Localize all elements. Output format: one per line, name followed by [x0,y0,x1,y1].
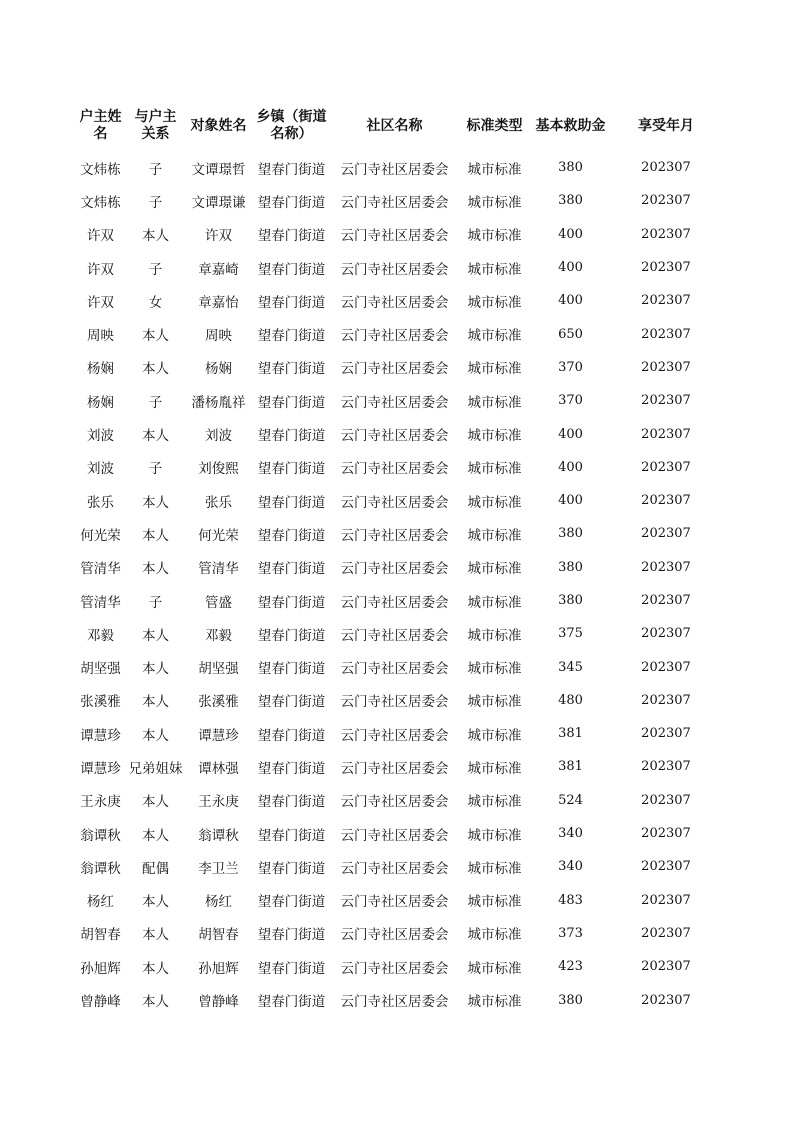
allowance-cell: 483 [558,892,583,908]
table-row [73,317,720,350]
street-cell: 望春门街道 [257,860,326,877]
allowance-cell: 345 [558,659,583,675]
street-cell: 望春门街道 [257,261,326,278]
allowance-cell: 650 [558,326,583,342]
street-cell: 望春门街道 [257,827,326,844]
table-row [73,950,720,983]
householder-name-cell: 何光荣 [80,527,121,544]
community-cell: 云门寺社区居委会 [340,661,449,678]
benefit-month-cell: 202307 [641,759,691,775]
street-cell: 望春门街道 [257,627,326,644]
standard-type-cell: 城市标准 [467,994,522,1011]
householder-name-cell: 杨娴 [87,361,114,378]
community-cell: 云门寺社区居委会 [340,627,449,644]
standard-type-cell: 城市标准 [467,561,522,578]
allowance-cell: 370 [558,359,583,375]
householder-name-cell: 文炜栋 [80,161,121,178]
allowance-cell: 400 [558,226,583,242]
recipient-name-cell: 孙旭辉 [198,960,239,977]
allowance-cell: 340 [558,826,583,842]
allowance-cell: 400 [558,459,583,475]
street-cell: 望春门街道 [257,794,326,811]
relation-cell: 本人 [142,994,169,1011]
standard-type-cell: 城市标准 [467,727,522,744]
standard-type-cell: 城市标准 [467,894,522,911]
standard-type-cell: 城市标准 [467,827,522,844]
table-row [73,917,720,950]
community-cell: 云门寺社区居委会 [340,194,449,211]
recipient-name-cell: 杨红 [205,894,232,911]
relation-cell: 配偶 [142,860,169,877]
benefit-month-cell: 202307 [641,260,691,276]
table-row [73,817,720,850]
recipient-name-cell: 章嘉怡 [198,294,239,311]
benefit-month-cell: 202307 [641,459,691,475]
householder-name-cell: 曾静峰 [80,994,121,1011]
header-recipient-name: 对象姓名 [190,117,247,134]
householder-name-cell: 胡坚强 [80,661,121,678]
benefit-month-cell: 202307 [641,393,691,409]
householder-name-cell: 管清华 [80,561,121,578]
table-row [73,684,720,717]
relation-cell: 本人 [142,661,169,678]
header-community-name: 社区名称 [366,117,423,134]
community-cell: 云门寺社区居委会 [340,161,449,178]
table-row [73,983,720,1016]
standard-type-cell: 城市标准 [467,927,522,944]
householder-name-cell: 周映 [87,328,114,345]
benefit-month-cell: 202307 [641,226,691,242]
community-cell: 云门寺社区居委会 [340,694,449,711]
allowance-cell: 480 [558,692,583,708]
table-row [73,484,720,517]
community-cell: 云门寺社区居委会 [340,361,449,378]
recipient-name-cell: 张溪雅 [198,694,239,711]
community-cell: 云门寺社区居委会 [340,794,449,811]
householder-name-cell: 翁谭秋 [80,860,121,877]
standard-type-cell: 城市标准 [467,194,522,211]
header-standard-type: 标准类型 [466,117,523,134]
street-cell: 望春门街道 [257,228,326,245]
recipient-name-cell: 邓毅 [205,627,232,644]
allowance-cell: 400 [558,426,583,442]
recipient-name-cell: 刘波 [205,428,232,445]
benefit-month-cell: 202307 [641,559,691,575]
householder-name-cell: 刘波 [87,428,114,445]
standard-type-cell: 城市标准 [467,261,522,278]
table-row [73,884,720,917]
recipient-name-cell: 管清华 [198,561,239,578]
community-cell: 云门寺社区居委会 [340,428,449,445]
header-basic-allowance: 基本救助金 [535,117,606,134]
street-cell: 望春门街道 [257,594,326,611]
community-cell: 云门寺社区居委会 [340,461,449,478]
standard-type-cell: 城市标准 [467,794,522,811]
allowance-cell: 380 [558,593,583,608]
street-cell: 望春门街道 [257,927,326,944]
relation-cell: 本人 [142,527,169,544]
standard-type-cell: 城市标准 [467,461,522,478]
relation-cell: 女 [148,294,163,311]
benefit-month-cell: 202307 [641,659,691,675]
standard-type-cell: 城市标准 [467,328,522,345]
householder-name-cell: 张乐 [87,494,114,511]
recipient-name-cell: 王永庚 [198,794,239,811]
recipient-name-cell: 谭林强 [198,760,239,777]
recipient-name-cell: 章嘉崎 [198,261,239,278]
allowance-cell: 380 [558,992,583,1008]
relation-cell: 本人 [142,627,169,644]
householder-name-cell: 文炜栋 [80,194,121,211]
relation-cell: 子 [148,461,163,478]
relation-cell: 本人 [142,361,169,378]
benefit-month-cell: 202307 [641,959,691,975]
relation-cell: 本人 [142,894,169,911]
recipient-name-cell: 胡坚强 [198,661,239,678]
table-row [73,284,720,317]
table-row [73,717,720,750]
community-cell: 云门寺社区居委会 [340,328,449,345]
recipient-name-cell: 管盛 [205,594,232,611]
standard-type-cell: 城市标准 [467,294,522,311]
recipient-name-cell: 谭慧珍 [198,727,239,744]
table-row [73,149,720,184]
street-cell: 望春门街道 [257,328,326,345]
householder-name-cell: 杨娴 [87,394,114,411]
benefit-month-cell: 202307 [641,160,691,176]
table-row [73,551,720,584]
allowance-cell: 400 [558,493,583,509]
community-cell: 云门寺社区居委会 [340,294,449,311]
recipient-name-cell: 胡智春 [198,927,239,944]
householder-name-cell: 张溪雅 [80,694,121,711]
benefit-month-cell: 202307 [641,892,691,908]
community-cell: 云门寺社区居委会 [340,894,449,911]
community-cell: 云门寺社区居委会 [340,827,449,844]
allowance-cell: 375 [558,626,583,642]
table-row [73,517,720,550]
householder-name-cell: 孙旭辉 [80,960,121,977]
community-cell: 云门寺社区居委会 [340,261,449,278]
relation-cell: 本人 [142,494,169,511]
allowance-cell: 380 [558,559,583,575]
householder-name-cell: 许双 [87,261,114,278]
recipient-name-cell: 翁谭秋 [198,827,239,844]
allowance-cell: 381 [558,759,583,775]
relation-cell: 兄弟姐妹 [128,760,183,777]
benefit-month-cell: 202307 [641,426,691,442]
standard-type-cell: 城市标准 [467,494,522,511]
benefit-month-cell: 202307 [641,925,691,941]
street-cell: 望春门街道 [257,294,326,311]
header-relation-to-householder: 与户主关系 [134,109,177,142]
standard-type-cell: 城市标准 [467,860,522,877]
community-cell: 云门寺社区居委会 [340,727,449,744]
recipient-name-cell: 张乐 [205,494,232,511]
recipient-name-cell: 刘俊熙 [198,461,239,478]
householder-name-cell: 胡智春 [80,927,121,944]
householder-name-cell: 谭慧珍 [80,727,121,744]
table-row [73,184,720,217]
community-cell: 云门寺社区居委会 [340,760,449,777]
table-row [73,384,720,417]
header-row [73,103,720,149]
householder-name-cell: 管清华 [80,594,121,611]
benefit-month-cell: 202307 [641,193,691,209]
relation-cell: 本人 [142,328,169,345]
benefit-month-cell: 202307 [641,992,691,1008]
table-body [73,149,720,1017]
householder-name-cell: 翁谭秋 [80,827,121,844]
community-cell: 云门寺社区居委会 [340,494,449,511]
recipient-name-cell: 何光荣 [198,527,239,544]
recipient-name-cell: 杨娴 [205,361,232,378]
relation-cell: 子 [148,594,163,611]
relation-cell: 子 [148,161,163,178]
relation-cell: 本人 [142,428,169,445]
standard-type-cell: 城市标准 [467,960,522,977]
householder-name-cell: 许双 [87,294,114,311]
relation-cell: 子 [148,394,163,411]
table-row [73,251,720,284]
recipient-name-cell: 文谭璟谦 [191,194,246,211]
street-cell: 望春门街道 [257,760,326,777]
standard-type-cell: 城市标准 [467,428,522,445]
table-row [73,451,720,484]
relation-cell: 子 [148,261,163,278]
allowance-cell: 380 [558,160,583,176]
standard-type-cell: 城市标准 [467,694,522,711]
householder-name-cell: 邓毅 [87,627,114,644]
benefit-month-cell: 202307 [641,726,691,742]
relation-cell: 本人 [142,694,169,711]
street-cell: 望春门街道 [257,394,326,411]
recipient-name-cell: 周映 [205,328,232,345]
table-row [73,417,720,450]
allowance-cell: 340 [558,859,583,875]
community-cell: 云门寺社区居委会 [340,594,449,611]
allowance-cell: 423 [558,959,583,975]
table-row [73,850,720,883]
benefit-month-cell: 202307 [641,293,691,309]
standard-type-cell: 城市标准 [467,228,522,245]
allowance-cell: 373 [558,925,583,941]
street-cell: 望春门街道 [257,561,326,578]
benefit-month-cell: 202307 [641,326,691,342]
benefit-month-cell: 202307 [641,859,691,875]
householder-name-cell: 许双 [87,228,114,245]
allowance-cell: 524 [558,792,583,808]
benefit-month-cell: 202307 [641,359,691,375]
recipient-name-cell: 潘杨胤祥 [191,394,246,411]
table-row [73,650,720,683]
benefit-month-cell: 202307 [641,692,691,708]
recipient-name-cell: 许双 [205,228,232,245]
header-householder-name: 户主姓名 [79,109,122,142]
community-cell: 云门寺社区居委会 [340,960,449,977]
street-cell: 望春门街道 [257,361,326,378]
street-cell: 望春门街道 [257,727,326,744]
relation-cell: 子 [148,194,163,211]
table-row [73,617,720,650]
community-cell: 云门寺社区居委会 [340,561,449,578]
community-cell: 云门寺社区居委会 [340,527,449,544]
benefit-month-cell: 202307 [641,493,691,509]
allowance-cell: 380 [558,193,583,209]
householder-name-cell: 杨红 [87,894,114,911]
street-cell: 望春门街道 [257,428,326,445]
table-row [73,784,720,817]
community-cell: 云门寺社区居委会 [340,994,449,1011]
allowance-cell: 370 [558,393,583,409]
table-row [73,584,720,617]
allowance-cell: 381 [558,726,583,742]
table-row [73,351,720,384]
householder-name-cell: 谭慧珍 [80,760,121,777]
standard-type-cell: 城市标准 [467,394,522,411]
community-cell: 云门寺社区居委会 [340,860,449,877]
street-cell: 望春门街道 [257,994,326,1011]
table-row [73,218,720,251]
standard-type-cell: 城市标准 [467,627,522,644]
benefit-month-cell: 202307 [641,593,691,608]
street-cell: 望春门街道 [257,694,326,711]
householder-name-cell: 刘波 [87,461,114,478]
standard-type-cell: 城市标准 [467,760,522,777]
community-cell: 云门寺社区居委会 [340,228,449,245]
street-cell: 望春门街道 [257,894,326,911]
relation-cell: 本人 [142,561,169,578]
householder-name-cell: 王永庚 [80,794,121,811]
standard-type-cell: 城市标准 [467,161,522,178]
street-cell: 望春门街道 [257,161,326,178]
benefit-month-cell: 202307 [641,626,691,642]
benefit-month-cell: 202307 [641,526,691,542]
relation-cell: 本人 [142,927,169,944]
assistance-roster-table [73,103,720,1017]
standard-type-cell: 城市标准 [467,361,522,378]
street-cell: 望春门街道 [257,461,326,478]
relation-cell: 本人 [142,827,169,844]
benefit-month-cell: 202307 [641,826,691,842]
street-cell: 望春门街道 [257,527,326,544]
street-cell: 望春门街道 [257,194,326,211]
standard-type-cell: 城市标准 [467,527,522,544]
relation-cell: 本人 [142,960,169,977]
table-header [73,103,720,149]
allowance-cell: 380 [558,526,583,542]
header-benefit-month: 享受年月 [638,117,694,134]
street-cell: 望春门街道 [257,960,326,977]
standard-type-cell: 城市标准 [467,594,522,611]
allowance-cell: 400 [558,260,583,276]
relation-cell: 本人 [142,228,169,245]
relation-cell: 本人 [142,794,169,811]
recipient-name-cell: 文谭璟哲 [191,161,246,178]
recipient-name-cell: 曾静峰 [198,994,239,1011]
standard-type-cell: 城市标准 [467,661,522,678]
community-cell: 云门寺社区居委会 [340,927,449,944]
allowance-cell: 400 [558,293,583,309]
benefit-month-cell: 202307 [641,792,691,808]
street-cell: 望春门街道 [257,661,326,678]
table-row [73,750,720,783]
community-cell: 云门寺社区居委会 [340,394,449,411]
relation-cell: 本人 [142,727,169,744]
header-township-street: 乡镇（街道名称） [256,109,327,142]
recipient-name-cell: 李卫兰 [198,860,239,877]
street-cell: 望春门街道 [257,494,326,511]
